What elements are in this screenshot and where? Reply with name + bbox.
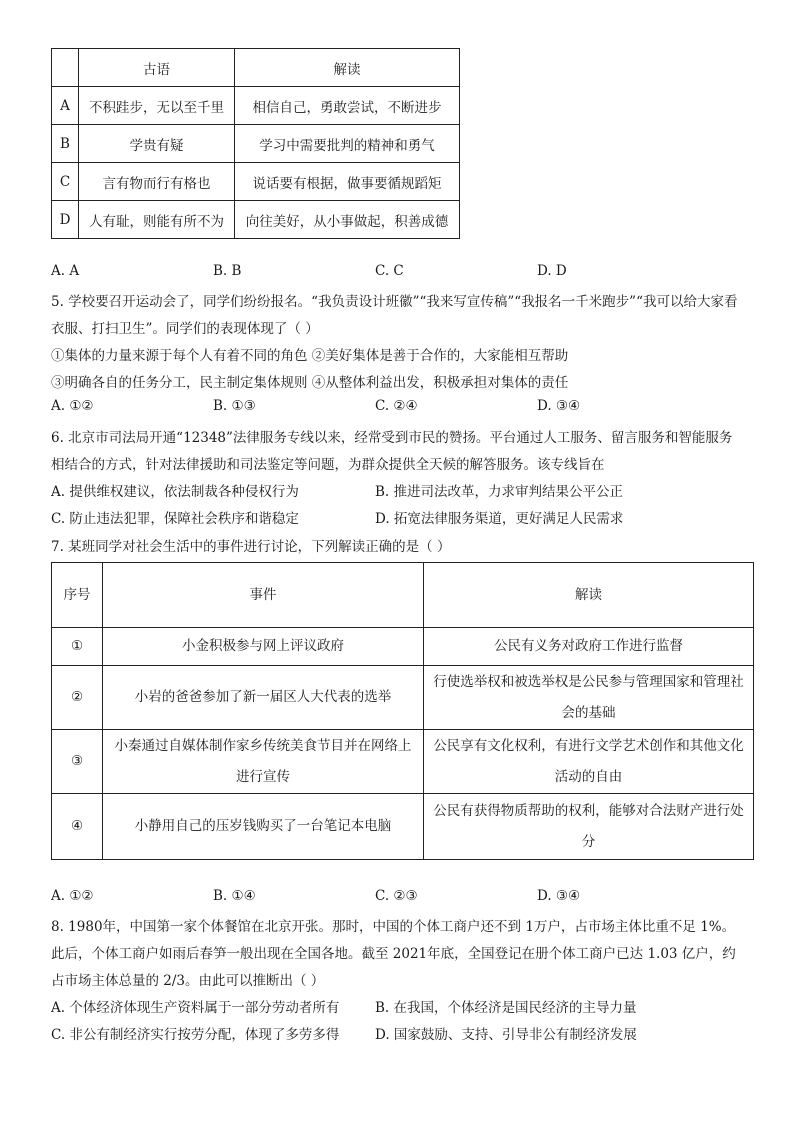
q6-stem-line1: 6. 北京市司法局开通“12348”法律服务专线以来，经常受到市民的赞扬。平台通过人工服务、留言服务和智能服务 bbox=[51, 430, 733, 446]
row-meaning: 说话要有根据，做事要循规蹈矩 bbox=[235, 163, 460, 201]
row-key: D bbox=[52, 201, 79, 239]
q7-stem: 7. 某班同学对社会生活中的事件进行讨论，下列解读正确的是（ ） bbox=[51, 539, 451, 555]
table-header-cell: 解读 bbox=[235, 49, 460, 87]
table-row bbox=[52, 163, 460, 201]
q4-table bbox=[51, 48, 460, 239]
table-row bbox=[52, 201, 460, 239]
row-number: ① bbox=[52, 628, 103, 666]
q6-stem-line2: 相结合的方式，针对法律援助和司法鉴定等问题，为群众提供全天候的解答服务。该专线旨在 bbox=[51, 457, 605, 473]
table-header-cell: 解读 bbox=[424, 563, 754, 628]
q7-table bbox=[51, 562, 754, 860]
row-meaning: 向往美好，从小事做起，积善成德 bbox=[235, 201, 460, 239]
q5-option-a: A. ①② bbox=[51, 398, 94, 414]
row-event: 小秦通过自媒体制作家乡传统美食节目并在网络上进行宣传 bbox=[103, 730, 424, 794]
table-row bbox=[52, 125, 460, 163]
q5-option-c: C. ②④ bbox=[375, 398, 418, 414]
q8-option-a: A. 个体经济体现生产资料属于一部分劳动者所有 bbox=[51, 1000, 340, 1016]
q5-statements-line2: ③明确各自的任务分工，民主制定集体规则 ④从整体利益出发，积极承担对集体的责任 bbox=[51, 375, 569, 391]
q8-option-b: B. 在我国，个体经济是国民经济的主导力量 bbox=[375, 1000, 637, 1016]
q6-option-a: A. 提供维权建议，依法制裁各种侵权行为 bbox=[51, 484, 299, 500]
row-event: 小静用自己的压岁钱购买了一台笔记本电脑 bbox=[103, 794, 424, 860]
row-number: ④ bbox=[52, 794, 103, 860]
q7-option-d: D. ③④ bbox=[537, 888, 581, 904]
q4-option-d: D. D bbox=[537, 263, 567, 279]
row-number: ③ bbox=[52, 730, 103, 794]
q6-option-d: D. 拓宽法律服务渠道，更好满足人民需求 bbox=[375, 511, 624, 527]
q7-option-c: C. ②③ bbox=[375, 888, 418, 904]
table-header-cell: 古语 bbox=[79, 49, 235, 87]
q6-option-b: B. 推进司法改革，力求审判结果公平公正 bbox=[375, 484, 624, 500]
table-header-cell: 事件 bbox=[103, 563, 424, 628]
table-header-cell bbox=[52, 49, 79, 87]
row-key: A bbox=[52, 87, 79, 125]
row-reading: 公民有义务对政府工作进行监督 bbox=[424, 628, 754, 666]
table-header-row bbox=[52, 563, 754, 628]
q5-stem-line1: 5. 学校要召开运动会了，同学们纷纷报名。“我负责设计班徽”“我来写宣传稿”“我报名一千米跑步”“我可以给大家看 bbox=[51, 294, 738, 310]
table-row bbox=[52, 730, 754, 794]
q8-stem-line3: 占市场主体总量的 2/3。由此可以推断出（ ） bbox=[51, 973, 325, 989]
row-reading: 公民有获得物质帮助的权利，能够对合法财产进行处分 bbox=[424, 794, 754, 860]
q7-option-a: A. ①② bbox=[51, 888, 94, 904]
q8-stem-line2: 此后，个体工商户如雨后春笋一般出现在全国各地。截至 2021年底，全国登记在册个体工商户已达 1.03 亿户，约 bbox=[51, 946, 736, 962]
table-header-row bbox=[52, 49, 460, 87]
row-meaning: 相信自己，勇敢尝试，不断进步 bbox=[235, 87, 460, 125]
q5-stem-line2: 衣服、打扫卫生”。同学们的表现体现了（ ） bbox=[51, 321, 319, 337]
row-saying: 言有物而行有格也 bbox=[79, 163, 235, 201]
q5-option-b: B. ①③ bbox=[213, 398, 256, 414]
q6-option-c: C. 防止违法犯罪，保障社会秩序和谐稳定 bbox=[51, 511, 299, 527]
row-event: 小金积极参与网上评议政府 bbox=[103, 628, 424, 666]
table-row bbox=[52, 628, 754, 666]
q5-statements-line1: ①集体的力量来源于每个人有着不同的角色 ②美好集体是善于合作的，大家能相互帮助 bbox=[51, 348, 569, 364]
row-meaning: 学习中需要批判的精神和勇气 bbox=[235, 125, 460, 163]
table-row bbox=[52, 87, 460, 125]
q4-option-a: A. A bbox=[51, 263, 80, 279]
q8-stem-line1: 8. 1980年，中国第一家个体餐馆在北京开张。那时，中国的个体工商户还不到 1万户，占市场主体比重不足 1%。 bbox=[51, 919, 736, 935]
q5-option-d: D. ③④ bbox=[537, 398, 581, 414]
table-header-cell: 序号 bbox=[52, 563, 103, 628]
row-saying: 学贵有疑 bbox=[79, 125, 235, 163]
q8-option-c: C. 非公有制经济实行按劳分配，体现了多劳多得 bbox=[51, 1027, 340, 1043]
q7-option-b: B. ①④ bbox=[213, 888, 256, 904]
table-row bbox=[52, 794, 754, 860]
table-row bbox=[52, 666, 754, 730]
row-key: C bbox=[52, 163, 79, 201]
q4-option-b: B. B bbox=[213, 263, 242, 279]
row-number: ② bbox=[52, 666, 103, 730]
row-saying: 人有耻，则能有所不为 bbox=[79, 201, 235, 239]
q4-option-c: C. C bbox=[375, 263, 404, 279]
row-saying: 不积跬步，无以至千里 bbox=[79, 87, 235, 125]
row-reading: 公民享有文化权利，有进行文学艺术创作和其他文化活动的自由 bbox=[424, 730, 754, 794]
row-key: B bbox=[52, 125, 79, 163]
q8-option-d: D. 国家鼓励、支持、引导非公有制经济发展 bbox=[375, 1027, 637, 1043]
row-reading: 行使选举权和被选举权是公民参与管理国家和管理社会的基础 bbox=[424, 666, 754, 730]
row-event: 小岩的爸爸参加了新一届区人大代表的选举 bbox=[103, 666, 424, 730]
